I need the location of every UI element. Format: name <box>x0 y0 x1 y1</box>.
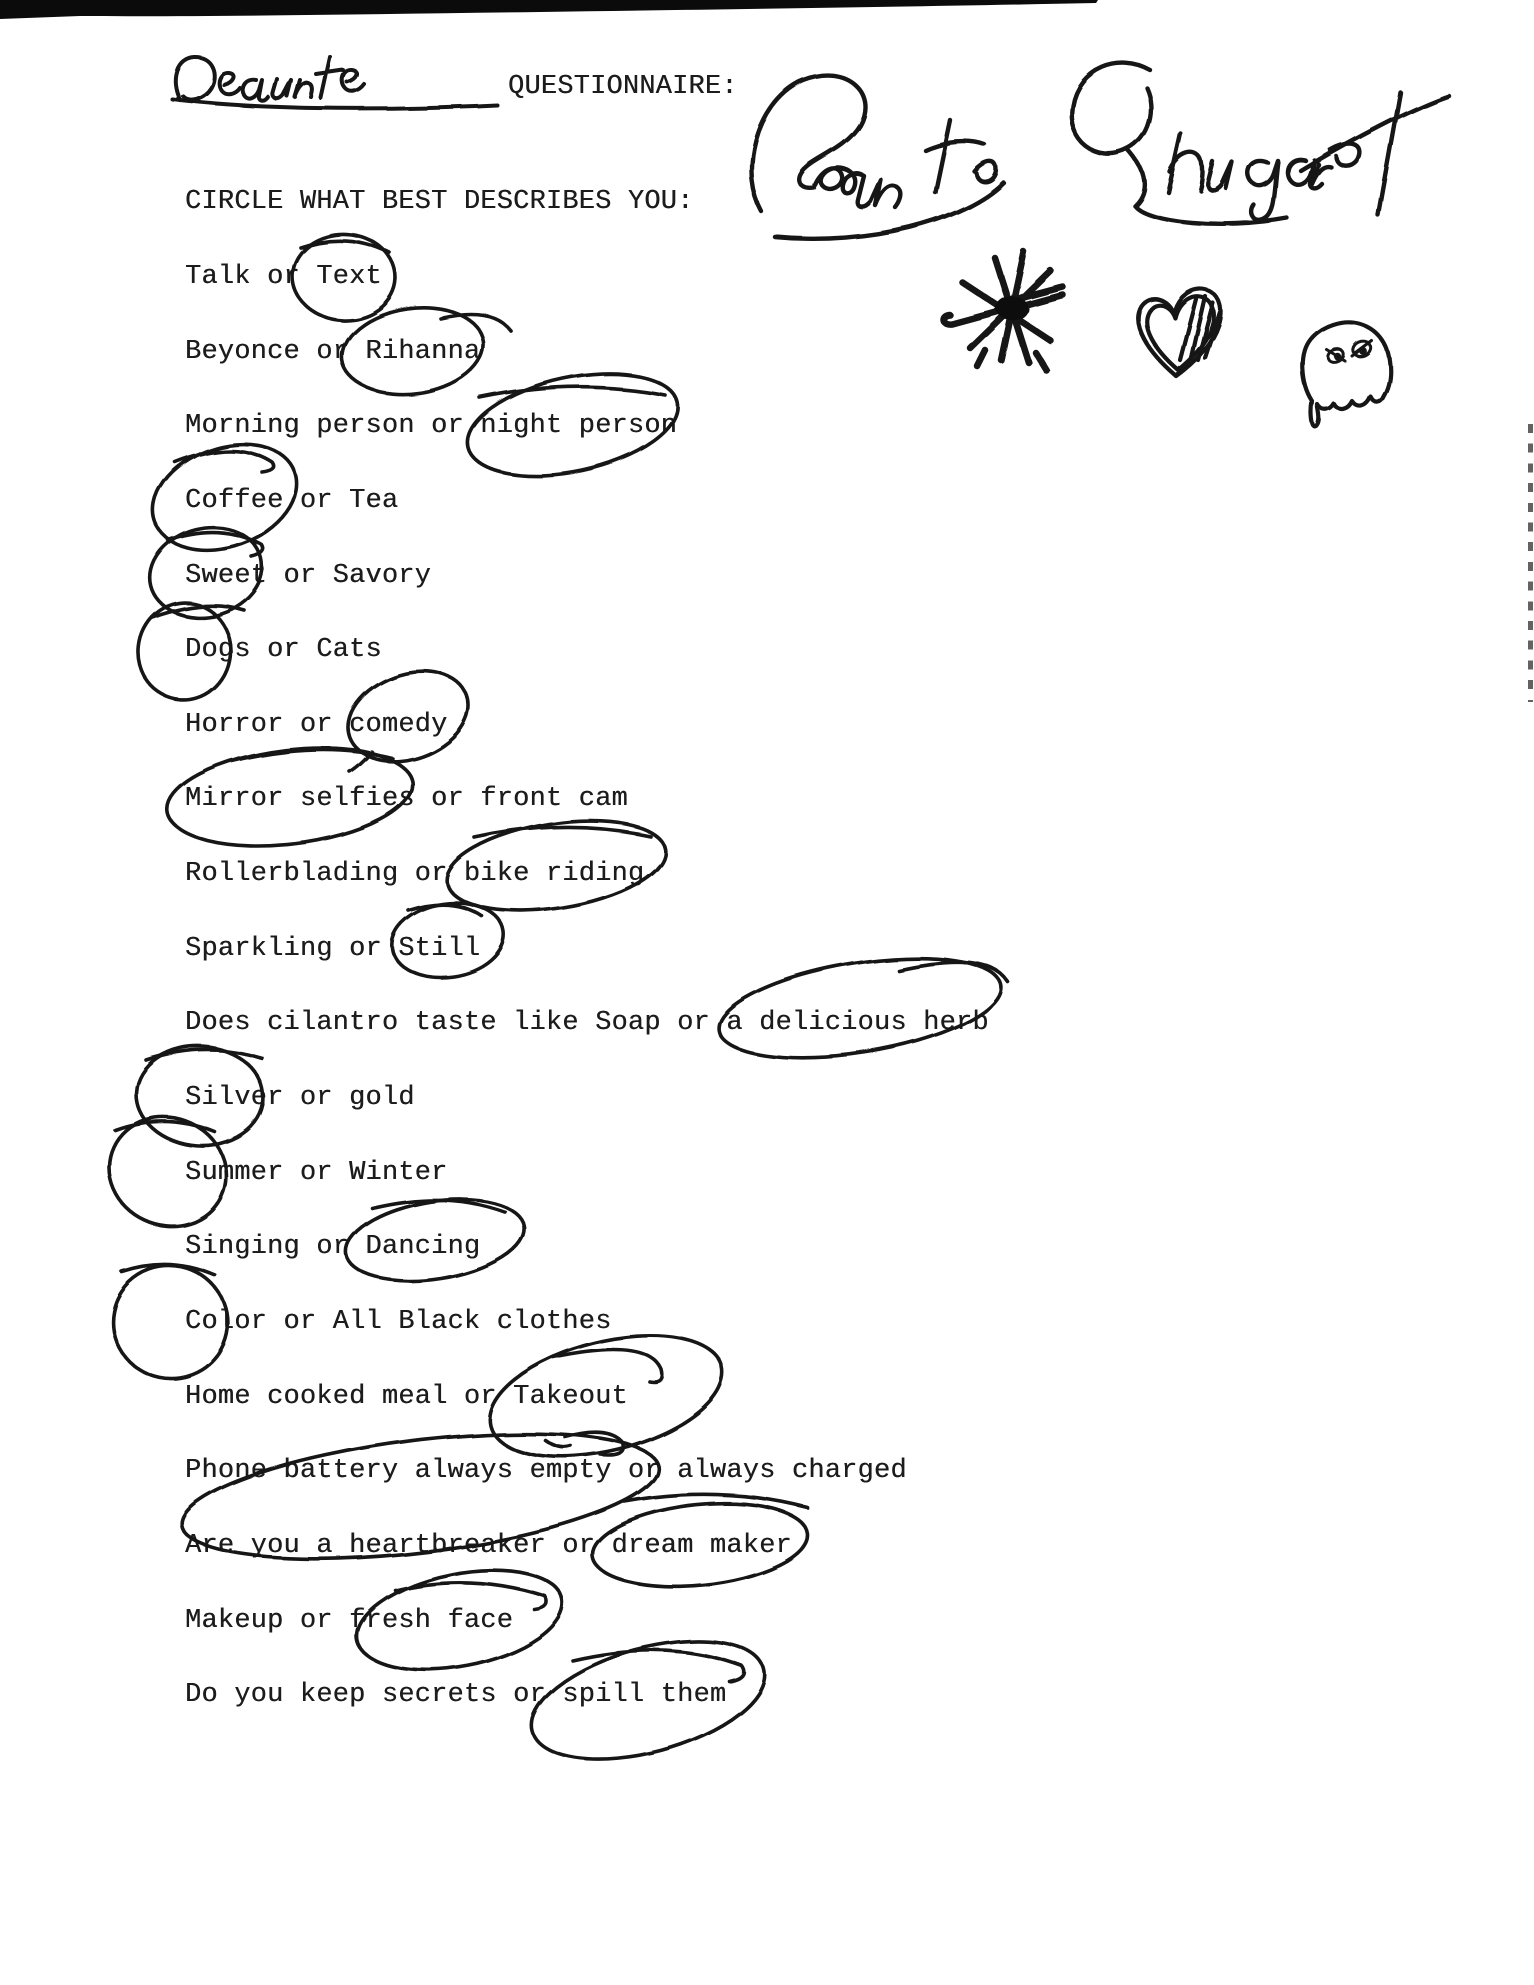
questionnaire-label: QUESTIONNAIRE: <box>508 72 738 102</box>
question-summer-or-winter: Summer or Winter <box>185 1158 448 1188</box>
question-rollerblading-or-bike: Rollerblading or bike riding <box>185 859 645 889</box>
question-heartbreaker-or-dreammaker: Are you a heartbreaker or dream maker <box>185 1531 792 1561</box>
question-coffee-or-tea: Coffee or Tea <box>185 486 399 516</box>
scanner-edge-artifact <box>0 0 1098 19</box>
question-cilantro: Does cilantro taste like Soap or a delicious herb <box>185 1008 989 1038</box>
ghost-eyes <box>1326 339 1373 365</box>
question-horror-or-comedy: Horror or comedy <box>185 710 448 740</box>
question-homecooked-or-takeout: Home cooked meal or Takeout <box>185 1382 628 1412</box>
question-color-or-black: Color or All Black clothes <box>185 1307 612 1337</box>
handwritten-name <box>172 57 497 108</box>
signature <box>752 63 1448 239</box>
instruction-line: CIRCLE WHAT BEST DESCRIBES YOU: <box>185 187 694 217</box>
question-morning-or-night: Morning person or night person <box>185 411 678 441</box>
ghost-doodle <box>1303 322 1389 427</box>
question-beyonce-or-rihanna: Beyonce or Rihanna <box>185 337 481 367</box>
question-singing-or-dancing: Singing or Dancing <box>185 1232 481 1262</box>
heart-doodle <box>1138 289 1221 376</box>
question-dogs-or-cats: Dogs or Cats <box>185 635 382 665</box>
question-secrets-or-spill: Do you keep secrets or spill them <box>185 1680 727 1710</box>
question-sweet-or-savory: Sweet or Savory <box>185 561 432 591</box>
question-silver-or-gold: Silver or gold <box>185 1083 415 1113</box>
question-sparkling-or-still: Sparkling or Still <box>185 934 481 964</box>
question-mirror-or-frontcam: Mirror selfies or front cam <box>185 784 628 814</box>
name-underline <box>172 99 497 108</box>
question-phone-battery: Phone battery always empty or always charged <box>185 1456 907 1486</box>
perforation-dashes <box>1528 424 1533 702</box>
question-makeup-or-freshface: Makeup or fresh face <box>185 1606 514 1636</box>
question-talk-or-text: Talk or Text <box>185 262 382 292</box>
star-doodle <box>944 252 1063 370</box>
